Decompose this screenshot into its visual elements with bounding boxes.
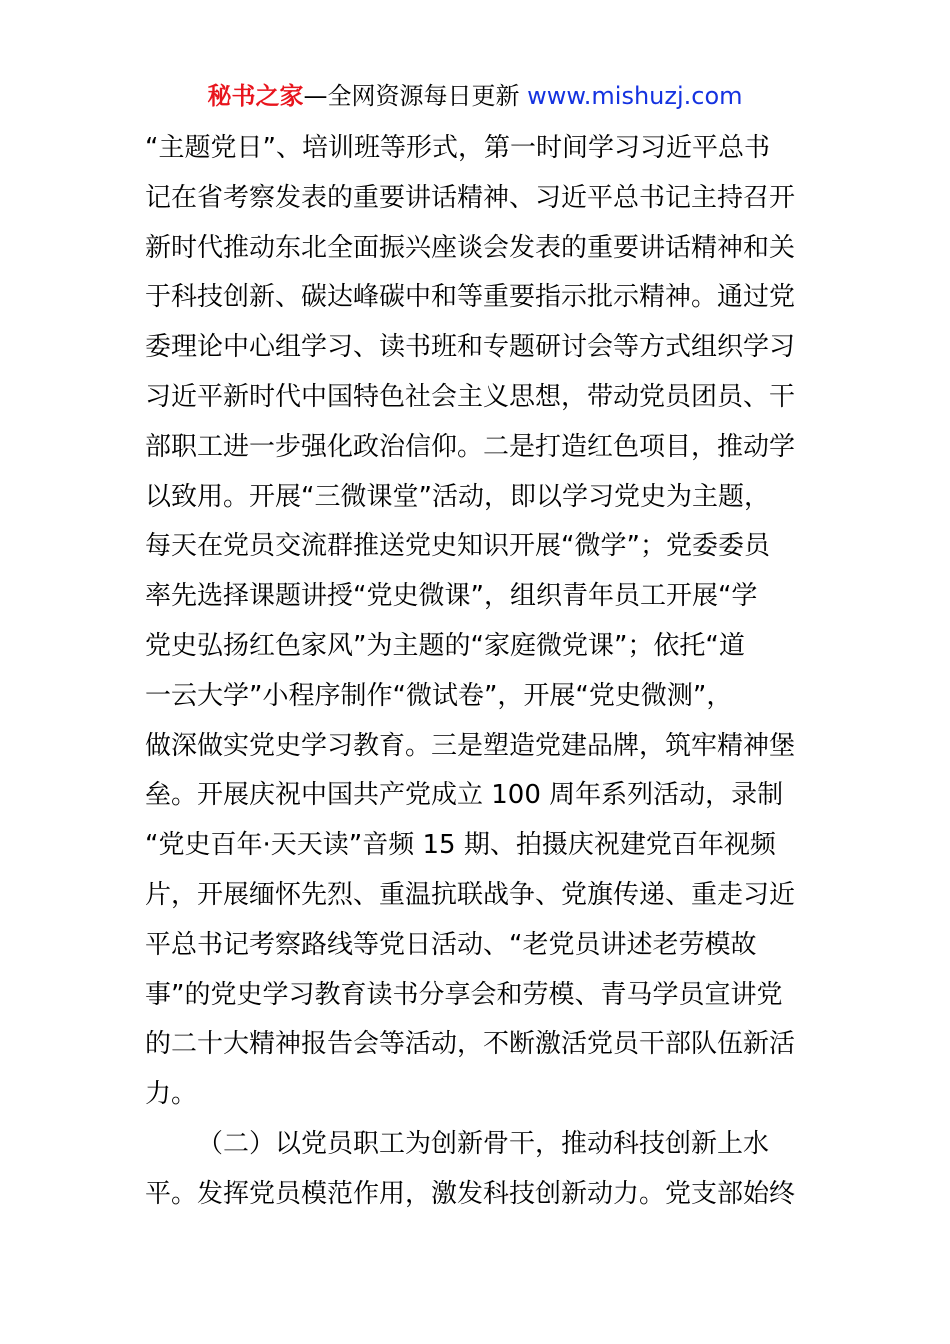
body-line: 记在省考察发表的重要讲话精神、习近平总书记主持召开 <box>145 182 796 213</box>
body-line: 每天在党员交流群推送党史知识开展“微学”；党委委员 <box>145 531 770 562</box>
site-url-link[interactable]: www.mishuzj.com <box>527 82 743 110</box>
body-line: 事”的党史学习教育读书分享会和劳模、青马学员宣讲党 <box>145 979 783 1010</box>
body-line: 垒。开展庆祝中国共产党成立 100 周年系列活动，录制 <box>145 780 784 811</box>
body-line: 片，开展缅怀先烈、重温抗联战争、党旗传递、重走习近 <box>145 879 796 910</box>
body-line: “党史百年·天天读”音频 15 期、拍摄庆祝建党百年视频 <box>145 830 776 861</box>
body-line: 一云大学”小程序制作“微试卷”，开展“党史微测”， <box>145 680 733 711</box>
body-line: “主题党日”、培训班等形式，第一时间学习习近平总书 <box>145 133 770 163</box>
section-heading-line: （二）以党员职工为创新骨干，推动科技创新上水 <box>197 1128 770 1159</box>
body-line: 平总书记考察路线等党日活动、“老党员讲述老劳模故 <box>145 929 757 960</box>
body-line: 以致用。开展“三微课堂”活动，即以学习党史为主题， <box>145 481 770 512</box>
brand-name: 秘书之家 <box>207 82 304 110</box>
body-line: 做深做实党史学习教育。三是塑造党建品牌，筑牢精神堡 <box>145 730 796 761</box>
body-line: 的二十大精神报告会等活动，不断激活党员干部队伍新活 <box>145 1029 796 1060</box>
body-line: 于科技创新、碳达峰碳中和等重要指示批示精神。通过党 <box>145 282 796 313</box>
document-body <box>145 124 807 1220</box>
body-line: 平。发挥党员模范作用，激发科技创新动力。党支部始终 <box>145 1178 796 1209</box>
body-line: 率先选择课题讲授“党史微课”，组织青年员工开展“学 <box>145 581 758 612</box>
body-line: 党史弘扬红色家风”为主题的“家庭微党课”；依托“道 <box>145 630 745 661</box>
body-line: 新时代推动东北全面振兴座谈会发表的重要讲话精神和关 <box>145 232 796 263</box>
body-line: 力。 <box>145 1079 198 1110</box>
body-line: 习近平新时代中国特色社会主义思想，带动党员团员、干 <box>145 381 796 412</box>
body-line: 部职工进一步强化政治信仰。二是打造红色项目，推动学 <box>145 431 796 462</box>
header-tagline: —全网资源每日更新 <box>303 82 528 110</box>
body-line: 委理论中心组学习、读书班和专题研讨会等方式组织学习 <box>145 332 796 363</box>
site-header <box>0 80 950 112</box>
